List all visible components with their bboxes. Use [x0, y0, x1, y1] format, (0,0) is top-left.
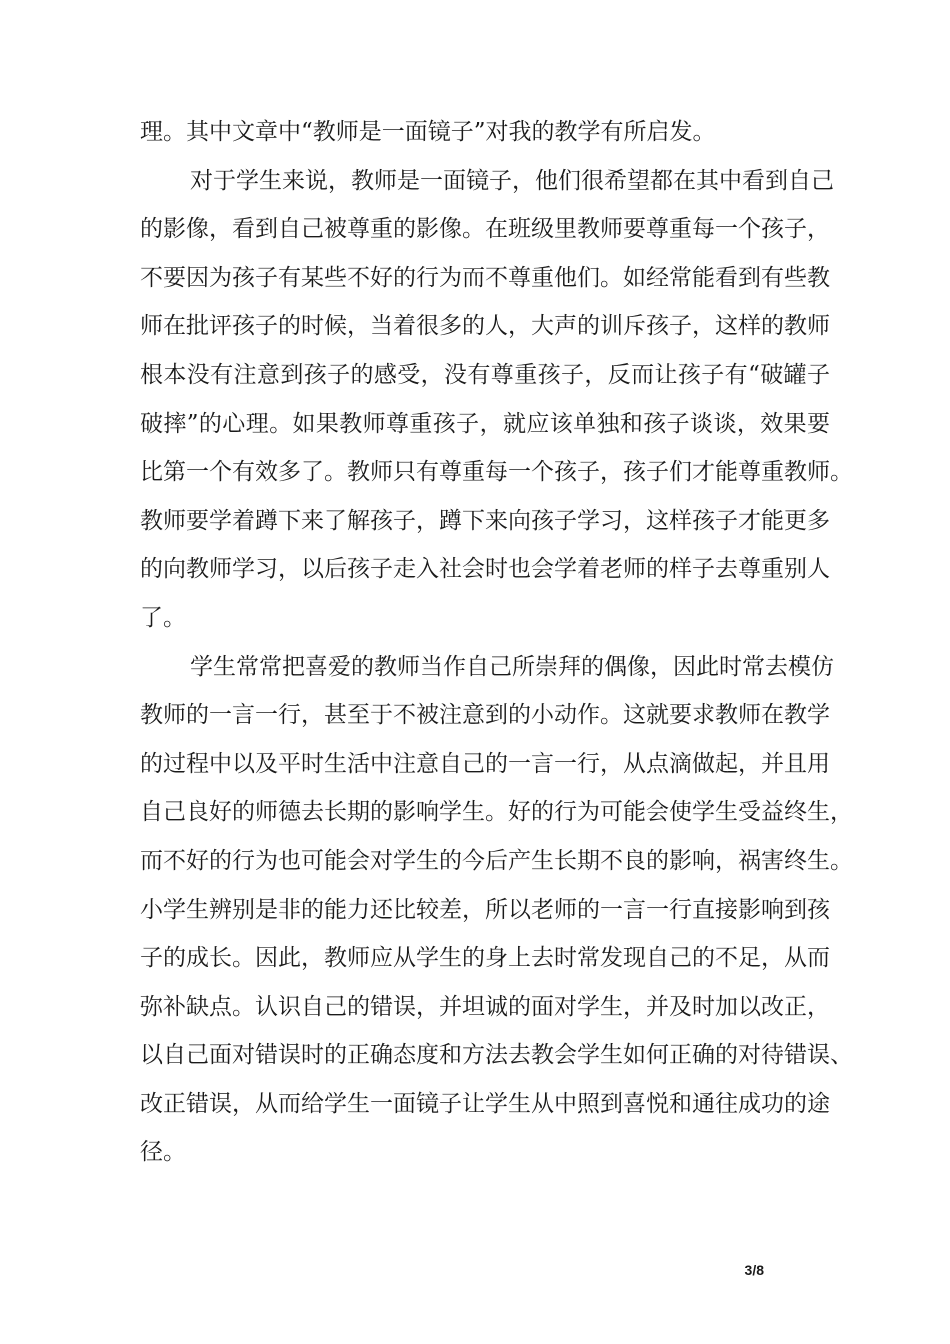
- text-line: 小学生辨别是非的能力还比较差，所以老师的一言一行直接影响到孩: [140, 896, 830, 923]
- text-line: 教师的一言一行，甚至于不被注意到的小动作。这就要求教师在教学: [140, 702, 830, 729]
- text-line: 学生常常把喜爱的教师当作自己所崇拜的偶像，因此时常去模仿: [190, 653, 834, 680]
- text-line: 根本没有注意到孩子的感受，没有尊重孩子，反而让孩子有“破罐子: [140, 361, 830, 388]
- text-line: 而不好的行为也可能会对学生的今后产生长期不良的影响，祸害终生。: [140, 847, 853, 874]
- text-line: 改正错误，从而给学生一面镜子让学生从中照到喜悦和通往成功的途: [140, 1090, 830, 1117]
- text-line: 弥补缺点。认识自己的错误，并坦诚的面对学生，并及时加以改正，: [140, 993, 830, 1020]
- page-number: 3/8: [744, 1262, 764, 1278]
- text-line: 破摔”的心理。如果教师尊重孩子，就应该单独和孩子谈谈，效果要: [140, 410, 830, 437]
- document-body: [140, 108, 853, 1177]
- text-line: 对于学生来说，教师是一面镜子，他们很希望都在其中看到自己: [190, 167, 834, 194]
- text-line: 以自己面对错误时的正确态度和方法去教会学生如何正确的对待错误、: [140, 1042, 853, 1069]
- text-line: 自己良好的师德去长期的影响学生。好的行为可能会使学生受益终生，: [140, 799, 853, 826]
- text-line: 师在批评孩子的时候，当着很多的人，大声的训斥孩子，这样的教师: [140, 313, 830, 340]
- text-line: 比第一个有效多了。教师只有尊重每一个孩子，孩子们才能尊重教师。: [140, 459, 853, 486]
- text-line: 的过程中以及平时生活中注意自己的一言一行，从点滴做起，并且用: [140, 750, 830, 777]
- text-line: 理。其中文章中“教师是一面镜子”对我的教学有所启发。: [140, 119, 716, 145]
- text-line: 子的成长。因此，教师应从学生的身上去时常发现自己的不足，从而: [140, 945, 830, 972]
- text-line: 不要因为孩子有某些不好的行为而不尊重他们。如经常能看到有些教: [140, 264, 830, 291]
- text-line: 教师要学着蹲下来了解孩子，蹲下来向孩子学习，这样孩子才能更多: [140, 507, 830, 534]
- text-line: 径。: [140, 1139, 186, 1166]
- text-line: 的影像，看到自己被尊重的影像。在班级里教师要尊重每一个孩子，: [140, 216, 830, 243]
- text-line: 的向教师学习，以后孩子走入社会时也会学着老师的样子去尊重别人: [140, 556, 830, 583]
- text-line: 了。: [140, 604, 186, 631]
